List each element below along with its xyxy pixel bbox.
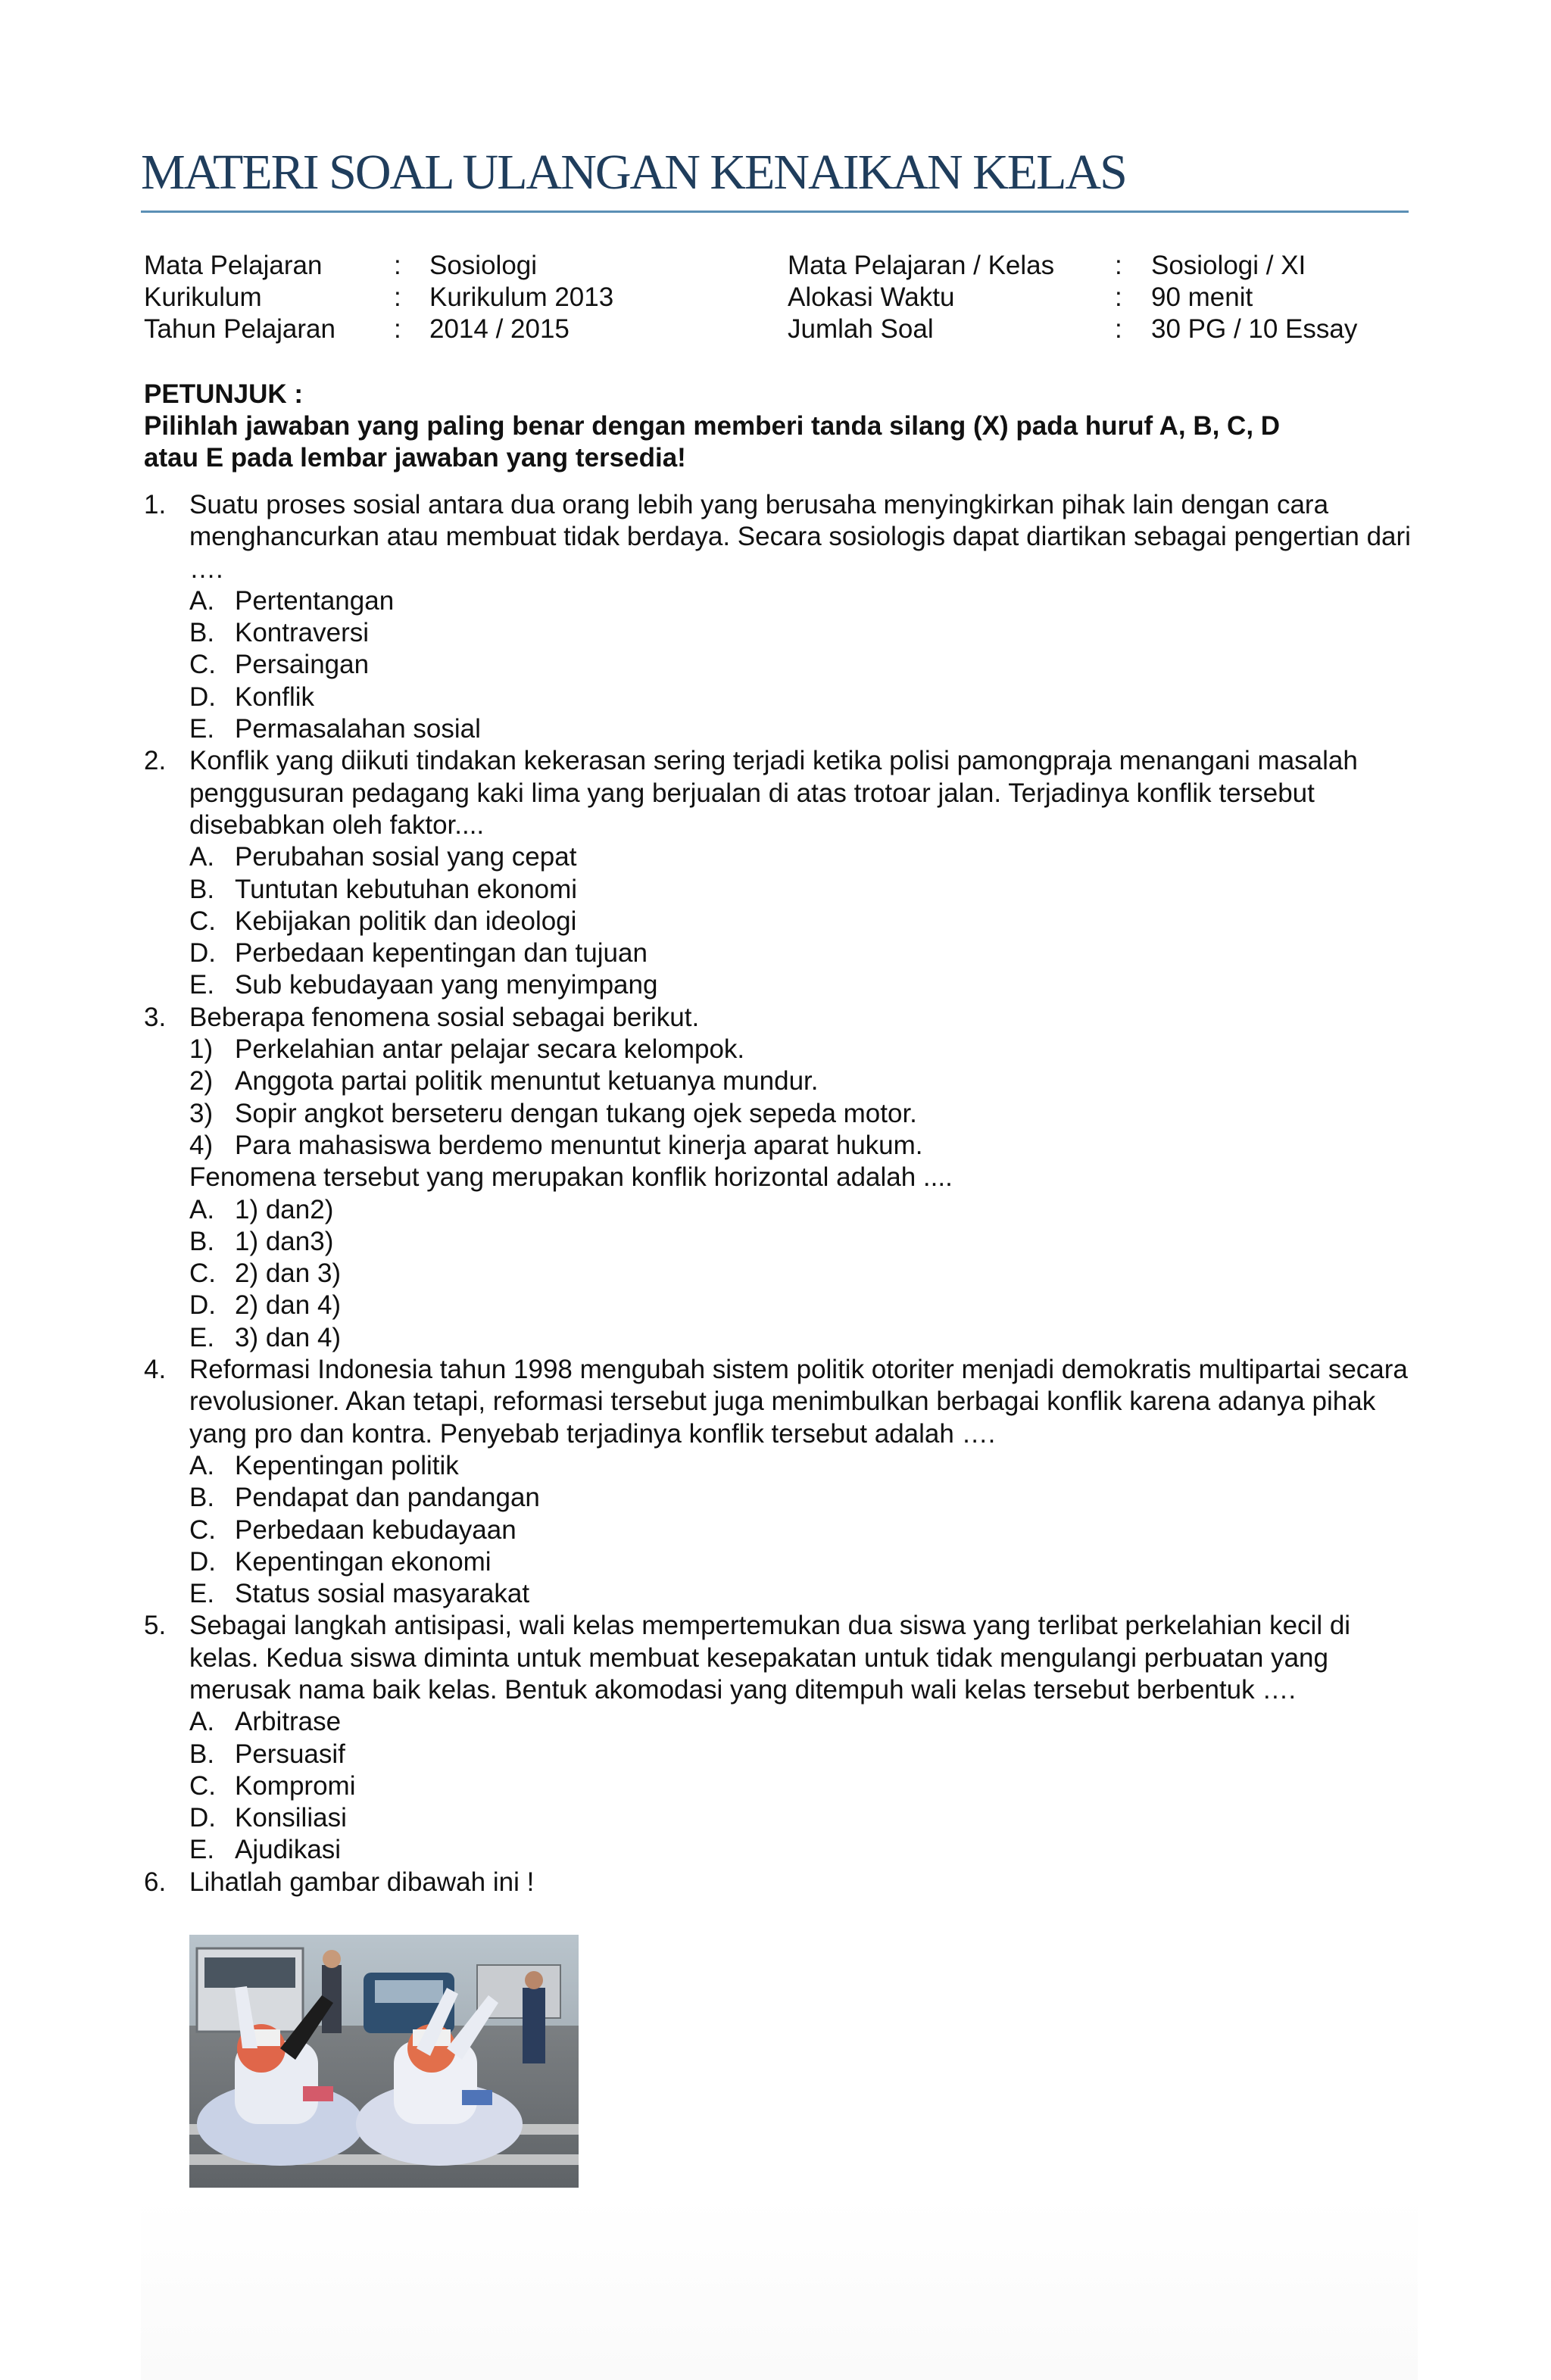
option-letter: E. [189,1835,215,1865]
statement-number: 4) [189,1130,214,1160]
statement-item [189,1065,1416,1097]
answer-option [189,1226,1416,1258]
answer-option [189,617,1416,649]
answer-option [189,649,1416,681]
meta-value: 30 PG / 10 Essay [1151,314,1358,344]
statement-number: 1) [189,1034,214,1065]
answer-option [189,585,1416,617]
statement-text: Anggota partai politik menuntut ketuanya mundur. [235,1066,819,1096]
answer-option [189,937,1416,969]
answer-option [189,1834,1416,1866]
option-text: Arbitrase [235,1707,342,1737]
meta-row [788,282,1409,313]
option-text: 2) dan 4) [235,1290,342,1321]
option-letter: E. [189,714,215,744]
option-letter: E. [189,1579,215,1609]
question-item [144,1354,1416,1610]
question-text: Reformasi Indonesia tahun 1998 mengubah sistem politik otoriter menjadi demokratis multipartai secara revolusioner. Akan tetapi, reformasi tersebut juga menimbulkan berbagai konflik karena adanya pihak yang pro dan kontra. Penyebab terjadinya konflik tersebut adalah …. [189,1355,1408,1449]
option-letter: D. [189,1290,216,1321]
meta-colon: : [394,251,401,280]
option-letter: D. [189,1546,216,1577]
option-letter: B. [189,1483,215,1513]
meta-colon: : [394,282,401,312]
meta-left-block [144,250,750,345]
option-text: Sub kebudayaan yang menyimpang [235,970,658,1000]
option-text: Perbedaan kepentingan dan tujuan [235,938,648,969]
option-letter: A. [189,1450,215,1480]
option-letter: A. [189,1707,215,1737]
instructions-heading: PETUNJUK : [144,379,304,409]
option-text: Konflik [235,682,315,712]
option-letter: D. [189,1803,216,1833]
answer-option [189,1706,1416,1738]
meta-value: Sosiologi / XI [1151,251,1306,280]
option-text: Kepentingan ekonomi [235,1546,492,1577]
meta-value: Sosiologi [429,251,538,280]
answer-option [189,1770,1416,1802]
instructions-text: atau E pada lembar jawaban yang tersedia! [144,443,686,473]
question-number: 4. [144,1355,167,1385]
question-text: Suatu proses sosial antara dua orang lebih yang berusaha menyingkirkan pihak lain dengan cara menghancurkan atau membuat tidak berdaya. Secara sosiologis dapat diartikan sebagai pengertian dari …. [189,490,1411,584]
option-text: Permasalahan sosial [235,714,481,744]
meta-row [144,282,750,313]
answer-option [189,682,1416,713]
option-text: Persaingan [235,650,370,680]
answer-option [189,1802,1416,1834]
meta-right-block [788,250,1409,345]
protest-photo [189,1935,579,2188]
statement-number: 2) [189,1066,214,1096]
question-number: 2. [144,746,167,776]
meta-label: Mata Pelajaran [144,251,323,280]
question-text: Beberapa fenomena sosial sebagai berikut. [189,1002,700,1032]
statement-item [189,1098,1416,1130]
option-text: Kontraversi [235,618,370,648]
answer-option [189,1322,1416,1354]
statement-text: Perkelahian antar pelajar secara kelompok. [235,1034,745,1065]
instructions-block [144,379,1416,474]
answer-option [189,1514,1416,1546]
answer-option [189,1450,1416,1482]
option-letter: C. [189,906,216,936]
statement-text: Sopir angkot berseteru dengan tukang ojek sepeda motor. [235,1098,917,1128]
question-number: 6. [144,1867,167,1897]
option-text: Tuntutan kebutuhan ekonomi [235,874,578,904]
question-item [144,1002,1416,1354]
answer-option [189,874,1416,906]
option-text: Kepentingan politik [235,1450,459,1480]
question-number: 3. [144,1002,167,1032]
meta-label: Jumlah Soal [788,314,934,344]
answer-option [189,1739,1416,1770]
answer-option [189,969,1416,1001]
statement-item [189,1130,1416,1162]
option-text: 3) dan 4) [235,1322,342,1352]
meta-row [144,313,750,345]
question-text: Konflik yang diikuti tindakan kekerasan sering terjadi ketika polisi pamongpraja menangani masalah penggusuran pedagang kaki lima yang berjualan di atas trotoar jalan. Terjadinya konflik tersebut disebabkan oleh faktor.... [189,746,1358,840]
answer-option [189,1290,1416,1321]
meta-label: Mata Pelajaran / Kelas [788,251,1055,280]
option-text: Konsiliasi [235,1803,347,1833]
option-letter: A. [189,842,215,872]
meta-row [788,250,1409,282]
question-text: Sebagai langkah antisipasi, wali kelas mempertemukan dua siswa yang terlibat perkelahian kecil di kelas. Kedua siswa diminta untuk membuat kesepakatan untuk tidak mengulangi perbuatan yang merusak nama baik kelas. Bentuk akomodasi yang ditempuh wali kelas tersebut berbentuk …. [189,1611,1351,1705]
option-text: Kompromi [235,1770,356,1801]
option-letter: A. [189,1194,215,1224]
option-letter: B. [189,1226,215,1256]
option-text: Pertentangan [235,585,395,616]
option-letter: B. [189,618,215,648]
question-number: 5. [144,1611,167,1641]
answer-option [189,1546,1416,1578]
question-item [144,745,1416,1001]
instructions-text: Pilihlah jawaban yang paling benar dengan memberi tanda silang (X) pada huruf A, B, C, D [144,411,1281,441]
answer-option [189,713,1416,745]
option-letter: C. [189,1514,216,1545]
option-text: 1) dan2) [235,1194,334,1224]
meta-value: 90 menit [1151,282,1253,312]
option-text: Perubahan sosial yang cepat [235,842,577,872]
answer-option [189,1194,1416,1226]
option-letter: B. [189,1739,215,1769]
question-prompt: Fenomena tersebut yang merupakan konflik horizontal adalah .... [189,1162,953,1193]
answer-option [189,1258,1416,1290]
title-underline [141,211,1409,213]
meta-value: Kurikulum 2013 [429,282,614,312]
meta-label: Tahun Pelajaran [144,314,335,344]
question-item [144,1610,1416,1866]
meta-colon: : [1115,282,1122,312]
option-text: Persuasif [235,1739,345,1769]
answer-option [189,841,1416,873]
option-letter: C. [189,1259,216,1289]
meta-row [144,250,750,282]
option-letter: D. [189,938,216,969]
meta-colon: : [394,314,401,344]
option-letter: A. [189,585,215,616]
answer-option [189,1482,1416,1514]
option-text: 1) dan3) [235,1226,334,1256]
option-letter: C. [189,650,216,680]
meta-colon: : [1115,314,1122,344]
meta-label: Alokasi Waktu [788,282,955,312]
option-text: Pendapat dan pandangan [235,1483,540,1513]
question-list [144,489,1416,1898]
answer-option [189,1578,1416,1610]
option-text: Kebijakan politik dan ideologi [235,906,577,936]
option-letter: E. [189,970,215,1000]
question-number: 1. [144,490,167,519]
question-item [144,1867,1416,1898]
answer-option [189,906,1416,937]
statement-item [189,1034,1416,1065]
meta-colon: : [1115,251,1122,280]
page-bottom-area [141,2196,1418,2380]
meta-row [788,313,1409,345]
question-item [144,489,1416,745]
statement-number: 3) [189,1098,214,1128]
question-text: Lihatlah gambar dibawah ini ! [189,1867,535,1897]
statement-text: Para mahasiswa berdemo menuntut kinerja aparat hukum. [235,1130,923,1160]
meta-value: 2014 / 2015 [429,314,570,344]
option-letter: E. [189,1322,215,1352]
document-title: MATERI SOAL ULANGAN KENAIKAN KELAS [141,145,1126,200]
option-text: 2) dan 3) [235,1259,342,1289]
option-letter: D. [189,682,216,712]
option-text: Ajudikasi [235,1835,342,1865]
option-text: Perbedaan kebudayaan [235,1514,516,1545]
option-letter: C. [189,1770,216,1801]
option-text: Status sosial masyarakat [235,1579,530,1609]
meta-label: Kurikulum [144,282,262,312]
option-letter: B. [189,874,215,904]
